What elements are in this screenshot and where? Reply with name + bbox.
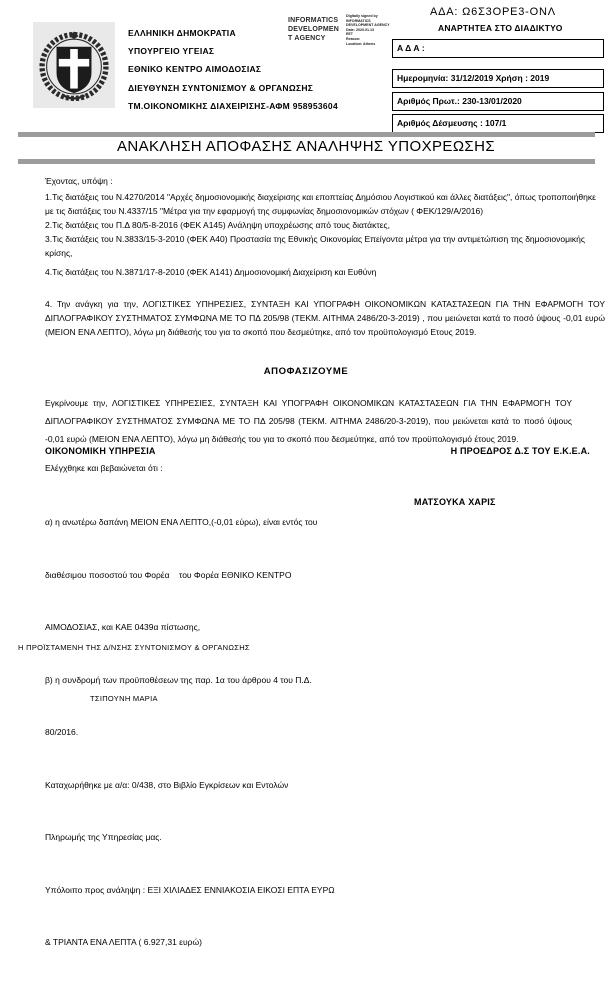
president-signer-name: ΜΑΤΣΟΥΚΑ ΧΑΡΙΣ <box>414 497 496 507</box>
commitment-number-box: Αριθμός Δέσμευσης : 107/1 <box>392 114 604 133</box>
legal-basis-item: 4.Τις διατάξεις του Ν.3871/17-8-2010 (ΦΕΚ Α141) Δημοσιονομική Διαχείριση και Ευθύνη <box>45 267 377 277</box>
legal-basis-item: 1.Τις διατάξεις του Ν.4270/2014 "Αρχές δημοσιονομικής διαχείρισης και εποπτείας Δημόσιου Λογιστικού και άλλες διατάξεις", όπως τροποποιήθηκε με τις διατάξεις του Ν.4337/15 "Μέτρα για την εφαρμογή της συμφωνίας δημοσιονομικών στόχων ( ΦΕΚ/129/Α/2016) <box>45 192 596 216</box>
stamp-detail-line: Date: 2020.01.13 <box>346 27 374 32</box>
document-title: ΑΝΑΚΛΗΣΗ ΑΠΟΦΑΣΗΣ ΑΝΑΛΗΨΗΣ ΥΠΟΧΡΕΩΣΗΣ <box>116 138 496 155</box>
director-name: ΤΣΙΠΟΥΝΗ ΜΑΡΙΑ <box>90 694 158 703</box>
checked-certified-line: Ελέγχθηκε και βεβαιώνεται ότι : <box>45 463 163 473</box>
ada-code: ΑΔΑ: Ω6Σ3ΟΡΕ3-ΟΝΛ <box>430 6 556 18</box>
verification-line: 80/2016. <box>45 727 79 737</box>
legal-basis-item: 2.Τις διατάξεις του Π.Δ 80/5-8-2016 (ΦΕΚ Α145) Ανάληψη υποχρέωσης από τους διατάκτες, <box>45 220 390 230</box>
stamp-agency-line: DEVELOPMEN <box>288 26 340 33</box>
posted-on-internet-label: ΑΝΑΡΤΗΤΕΑ ΣΤΟ ΔΙΑΔΙΚΤΥΟ <box>438 23 563 33</box>
verification-line: ΑΙΜΟΔΟΣΙΑΣ, και ΚΑΕ 0439α πίστωσης, <box>45 622 201 632</box>
stamp-agency-line: INFORMATICS <box>288 17 339 24</box>
signature-stamp-agency <box>288 16 346 43</box>
verification-lines <box>45 479 385 987</box>
financial-service-heading: ΟΙΚΟΝΟΜΙΚΗ ΥΠΗΡΕΣΙΑ <box>45 446 156 456</box>
greek-emblem-icon <box>33 22 115 108</box>
date-box: Ημερομηνία: 31/12/2019 Χρήση : 2019 <box>392 69 604 88</box>
having-regard-label: Έχοντας, υπόψη : <box>45 176 113 186</box>
verification-line: διαθέσιμου ποσοστού του Φορέα του Φορέα ΕΘΝΙΚΟ ΚΕΝΤΡΟ <box>45 569 292 580</box>
title-divider-top <box>18 132 595 137</box>
legal-basis-list <box>45 190 605 279</box>
authority-line: ΥΠΟΥΡΓΕΙΟ ΥΓΕΙΑΣ <box>128 46 215 57</box>
verification-line: Υπόλοιπο προς ανάληψη : ΕΞΙ ΧΙΛΙΑΔΕΣ ΕΝΝΙΑΚΟΣΙΑ ΕΙΚΟΣΙ ΕΠΤΑ ΕΥΡΩ <box>45 884 335 895</box>
stamp-detail-line: Reason: <box>346 36 361 41</box>
legal-basis-item: 3.Τις διατάξεις του Ν.3833/15-3-2010 (ΦΕΚ Α40) Προστασία της Εθνικής Οικονομίας Επείγοντα μέτρα για την αντιμετώπιση της δημοσιονομικής κρίσης, <box>45 234 585 258</box>
protocol-number-box: Αριθμός Πρωτ.: 230-13/01/2020 <box>392 92 604 111</box>
verification-line: β) η συνδρομή των προϋποθέσεων της παρ. 1α του άρθρου 4 του Π.Δ. <box>45 674 312 685</box>
stamp-detail-line: EET <box>346 32 353 37</box>
authority-line: ΔΙΕΥΘΥΝΣΗ ΣΥΝΤΟΝΙΣΜΟΥ & ΟΡΓΑΝΩΣΗΣ <box>128 82 314 93</box>
coat-of-arms-icon <box>36 25 112 105</box>
decide-heading: ΑΠΟΦΑΣΙΖΟΥΜΕ <box>263 366 349 377</box>
director-title: Η ΠΡΟΪΣΤΑΜΕΝΗ ΤΗΣ Δ/ΝΣΗΣ ΣΥΝΤΟΝΙΣΜΟΥ & ΟΡΓΑΝΩΣΗΣ <box>18 643 250 652</box>
approval-paragraph: Εγκρίνουμε την, ΛΟΓΙΣΤΙΚΕΣ ΥΠΗΡΕΣΙΕΣ, ΣΥΝΤΑΞΗ ΚΑΙ ΥΠΟΓΡΑΦΗ ΟΙΚΟΝΟΜΙΚΩΝ ΚΑΤΑΣΤΑΣΕΩΝ ΓΙΑ ΤΗΝ ΕΦΑΡΜΟΓΗ ΤΟΥ ΔΙΠΛΟΓΡΑΦΙΚΟΥ ΣΥΣΤΗΜΑΤΟΣ ΣΥΜΦΩΝΑ ΜΕ ΤΟ ΠΔ 205/98 (ΤΕΚΜ. ΑΙΤΗΜΑ 2486/20-3-2019), που μειώνεται κατά το ποσό ύψους -0,01 ευρώ (ΜΕΙΟΝ ΕΝΑ ΛΕΠΤΟ), λόγω μη διάθεσής του για το σκοπό που δεσμεύτηκε, από τον προϋπολογισμό έτους 2019. <box>45 398 572 444</box>
stamp-detail-line: Location: Athens <box>346 41 376 46</box>
verification-line: & ΤΡΙΑΝΤΑ ΕΝΑ ΛΕΠΤΑ ( 6.927,31 ευρώ) <box>45 937 202 947</box>
stamp-detail-line: INFORMATICS <box>346 18 371 23</box>
need-paragraph: 4. Την ανάγκη για την, ΛΟΓΙΣΤΙΚΕΣ ΥΠΗΡΕΣΙΕΣ, ΣΥΝΤΑΞΗ ΚΑΙ ΥΠΟΓΡΑΦΗ ΟΙΚΟΝΟΜΙΚΩΝ ΚΑΤΑΣΤΑΣΕΩΝ ΓΙΑ ΤΗΝ ΕΦΑΡΜΟΓΗ ΤΟΥ ΔΙΠΛΟΓΡΑΦΙΚΟΥ ΣΥΣΤΗΜΑΤΟΣ ΣΥΜΦΩΝΑ ΜΕ ΤΟ ΠΔ 205/98 (ΤΕΚΜ. ΑΙΤΗΜΑ 2486/20-3-2019) , που μειώνεται κατά το ποσό ύψους -0,01 ευρώ (ΜΕΙΟΝ ΕΝΑ ΛΕΠΤΟ), λόγω μη διάθεσής του για το σκοπό που δεσμεύτηκε, από τον προϋπολογισμό Ετους 2019. <box>45 299 605 337</box>
authority-line: ΕΛΛΗΝΙΚΗ ΔΗΜΟΚΡΑΤΙΑ <box>128 28 236 38</box>
stamp-detail-line: Digitally signed by <box>346 14 378 18</box>
verification-line: Πληρωμής της Υπηρεσίας μας. <box>45 832 162 842</box>
authority-line: ΤΜ.ΟΙΚΟΝΟΜΙΚΗΣ ΔΙΑΧΕΙΡΙΣΗΣ-ΑΦΜ 958953604 <box>128 100 338 111</box>
ada-box: Α Δ Α : <box>392 39 604 58</box>
stamp-agency-line: T AGENCY <box>288 35 326 42</box>
president-heading: Η ΠΡΟΕΔΡΟΣ Δ.Σ ΤΟΥ Ε.Κ.Ε.Α. <box>450 446 590 456</box>
verification-line: Καταχωρήθηκε με α/α: 0/438, στο Βιβλίο Εγκρίσεων και Εντολών <box>45 779 289 790</box>
verification-line: α) η ανωτέρω δαπάνη ΜΕΙΟΝ ΕΝΑ ΛΕΠΤΟ,(-0,01 εύρω), είναι εντός του <box>45 517 318 527</box>
authority-line: ΕΘΝΙΚΟ ΚΕΝΤΡΟ ΑΙΜΟΔΟΣΙΑΣ <box>128 64 262 75</box>
stamp-detail-line: DEVELOPMENT AGENCY <box>346 23 390 28</box>
title-divider-bottom <box>18 159 595 164</box>
